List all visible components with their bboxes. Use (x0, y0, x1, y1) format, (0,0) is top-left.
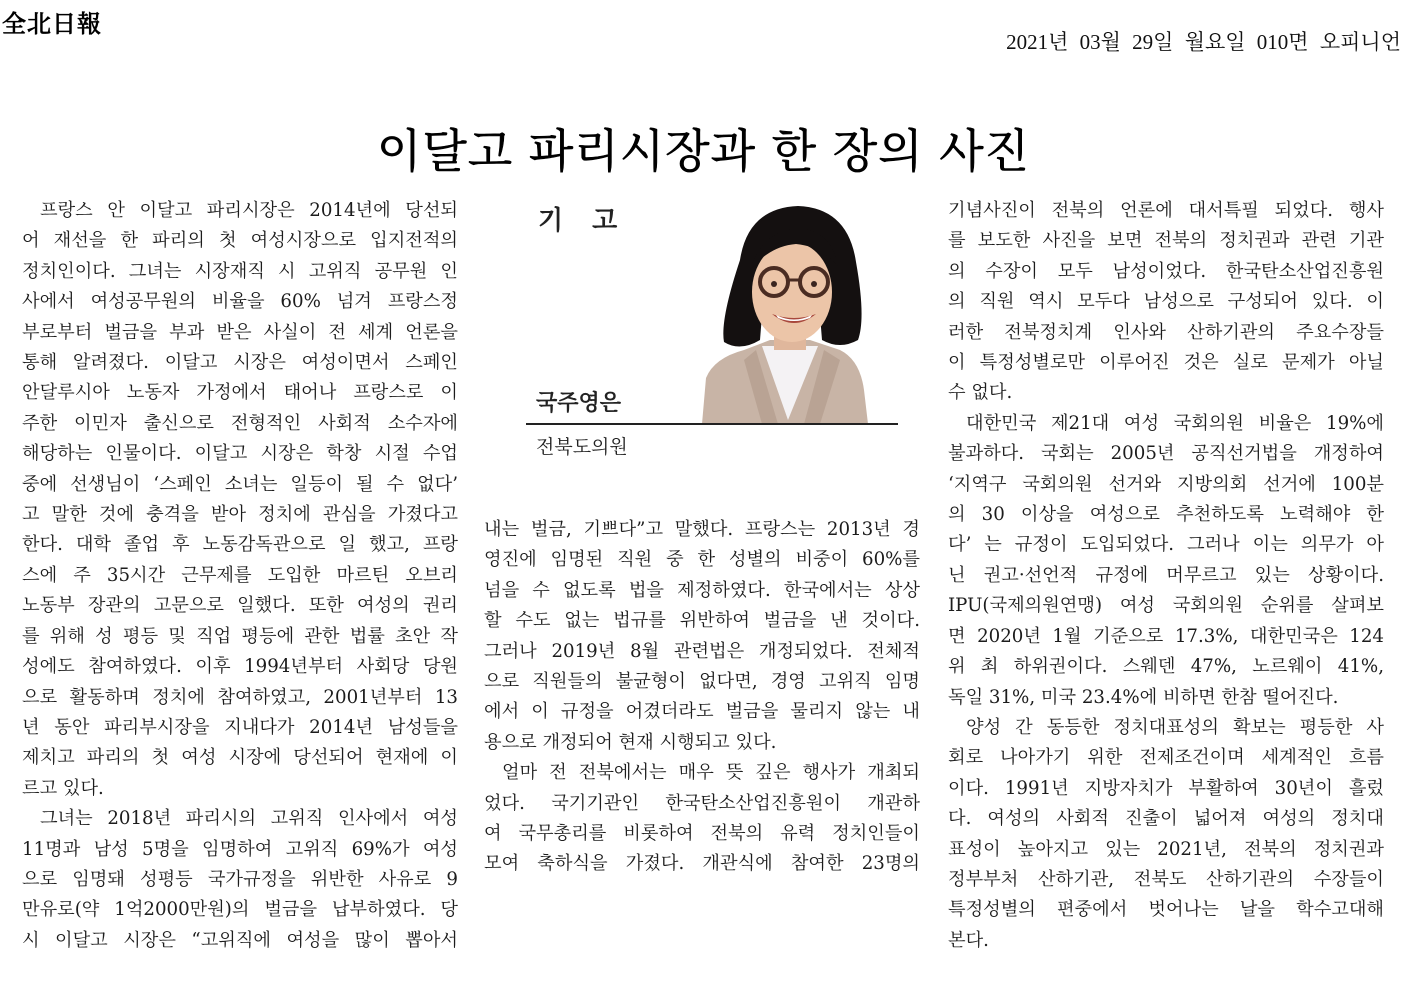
text-line: 년 동안 파리부시장을 지내다가 2014년 남성들을 (22, 716, 458, 738)
text-line: 닌 권고·선언적 규정에 머무르고 있는 상황이다. (948, 564, 1384, 586)
text-line: 부로부터 벌금을 부과 받은 사실이 전 세계 언론을 (22, 321, 458, 343)
author-byline-box (490, 186, 920, 476)
text-line: 를 보도한 사진을 보면 전북의 정치권과 관련 기관 (948, 230, 1384, 252)
byline-divider (526, 423, 898, 425)
text-line: 11명과 남성 5명을 임명하여 고위직 69%가 여성 (22, 838, 458, 860)
text-line: 내는 벌금, 기쁘다”고 말했다. 프랑스는 2013년 경 (484, 519, 920, 540)
text-line: 를 위해 성 평등 및 직업 평등에 관한 법률 초안 작 (22, 625, 458, 647)
text-line: 회로 나아가기 위한 전제조건이며 세계적인 흐름 (948, 747, 1384, 769)
text-line: 고 말한 것에 충격을 받아 정치에 관심을 가졌다고 (22, 504, 458, 526)
text-line: 그녀는 2018년 파리시의 고위직 인사에서 여성 (40, 808, 458, 830)
text-line: 영진에 임명된 직원 중 한 성별의 비중이 60%를 (484, 549, 920, 571)
text-line: 정치인이다. 그녀는 시장재직 시 고위직 공무원 인 (22, 260, 458, 282)
text-line: 주한 이민자 출신으로 전형적인 사회적 소수자에 (22, 412, 458, 434)
text-line: 시 이달고 시장은 “고위직에 여성을 많이 뽑아서 (22, 929, 458, 951)
text-line: 여 국무총리를 비롯하여 전북의 유력 정치인들이 (484, 823, 920, 845)
dateline: 2021년 03월 29일 월요일 010면 오피니언 (1006, 30, 1401, 54)
text-line: 위 최 하위권이다. 스웨덴 47%, 노르웨이 41%, (948, 656, 1384, 678)
text-line: 넘을 수 없도록 법을 제정하였다. 한국에서는 상상 (484, 579, 920, 601)
text-line: IPU(국제의원연맹) 여성 국회의원 순위를 살펴보 (948, 595, 1384, 617)
column-label: 기 고 (538, 206, 628, 236)
text-line: 해당하는 인물이다. 이달고 시장은 학창 시절 수업 (22, 443, 458, 465)
text-line: 표성이 높아지고 있는 2021년, 전북의 정치권과 (948, 838, 1384, 860)
text-line: 본다. (948, 929, 989, 951)
article-column-3 (948, 196, 1384, 956)
text-line: 이다. 1991년 지방자치가 부활하여 30년이 흘렀 (948, 777, 1384, 799)
text-line: 의 직원 역시 모두다 남성으로 구성되어 있다. 이 (948, 291, 1384, 313)
author-name: 국주영은 (536, 391, 622, 416)
article-headline: 이달고 파리시장과 한 장의 사진 (376, 123, 1031, 178)
text-line: 으로 임명돼 성평등 국가규정을 위반한 사유로 9 (22, 868, 458, 890)
text-line: 양성 간 동등한 정치대표성의 확보는 평등한 사 (966, 716, 1384, 738)
text-line: 다. 여성의 사회적 진출이 넓어져 여성의 정치대 (948, 808, 1384, 830)
text-line: 할 수도 없는 법규를 위반하여 벌금을 낸 것이다. (484, 610, 920, 632)
text-line: 프랑스 안 이달고 파리시장은 2014년에 당선되 (40, 200, 458, 221)
text-line: 얼마 전 전북에서는 매우 뜻 깊은 행사가 개최되 (502, 762, 920, 784)
text-line: 러한 전북정치계 인사와 산하기관의 주요수장들 (948, 321, 1384, 343)
text-line: 그러나 2019년 8월 관련법은 개정되었다. 전체적 (484, 640, 920, 662)
text-line: 르고 있다. (22, 777, 104, 799)
author-title: 전북도의원 (536, 436, 628, 458)
text-line: 만유로(약 1억2000만원)의 벌금을 납부하였다. 당 (22, 899, 458, 921)
text-line: 제치고 파리의 첫 여성 시장에 당선되어 현재에 이 (22, 747, 458, 769)
text-line: 의 수장이 모두 남성이었다. 한국탄소산업진흥원 (948, 260, 1384, 282)
text-line: 사에서 여성공무원의 비율을 60% 넘겨 프랑스정 (22, 291, 458, 313)
text-line: 한다. 대학 졸업 후 노동감독관으로 일 했고, 프랑 (22, 534, 458, 556)
author-portrait-image (700, 200, 880, 424)
text-line: 의 30 이상을 여성으로 추천하도록 노력해야 한 (948, 504, 1384, 526)
text-line: 이 특정성별로만 이루어진 것은 실로 문제가 아닐 (948, 352, 1384, 374)
text-line: 용으로 개정되어 현재 시행되고 있다. (484, 731, 777, 753)
text-line: ‘지역구 국회의원 선거와 지방의회 선거에 100분 (948, 473, 1384, 495)
newspaper-masthead: 全北日報 (2, 10, 102, 38)
text-line: 독일 31%, 미국 23.4%에 비하면 한참 떨어진다. (948, 686, 1339, 708)
text-line: 면 2020년 1월 기준으로 17.3%, 대한민국은 124 (948, 625, 1384, 647)
text-line: 으로 활동하며 정치에 참여하였고, 2001년부터 13 (22, 686, 458, 708)
article-column-1 (22, 196, 458, 956)
article-column-2 (484, 515, 920, 880)
text-line: 모여 축하식을 가졌다. 개관식에 참여한 23명의 (484, 853, 920, 875)
text-line: 었다. 국기기관인 한국탄소산업진흥원이 개관하 (484, 792, 920, 814)
text-line: 불과하다. 국회는 2005년 공직선거법을 개정하여 (948, 443, 1384, 465)
text-line: 안달루시아 노동자 가정에서 태어나 프랑스로 이 (22, 382, 458, 404)
text-line: 성에도 참여하였다. 이후 1994년부터 사회당 당원 (22, 656, 458, 678)
text-line: 수 없다. (948, 382, 1013, 404)
text-line: 스에 주 35시간 근무제를 도입한 마르틴 오브리 (22, 564, 458, 586)
text-line: 특정성별의 편중에서 벗어나는 날을 학수고대해 (948, 899, 1384, 921)
text-line: 기념사진이 전북의 언론에 대서특필 되었다. 행사 (948, 200, 1384, 221)
text-line: 으로 직원들의 불균형이 없다면, 경영 고위직 임명 (484, 671, 920, 693)
text-line: 정부부처 산하기관, 전북도 산하기관의 수장들이 (948, 868, 1384, 890)
text-line: 다’ 는 규정이 도입되었다. 그러나 이는 의무가 아 (948, 534, 1384, 556)
text-line: 어 재선을 한 파리의 첫 여성시장으로 입지전적의 (22, 230, 458, 252)
text-line: 중에 선생님이 ‘스페인 소녀는 일등이 될 수 없다’ (22, 473, 458, 495)
text-line: 대한민국 제21대 여성 국회의원 비율은 19%에 (966, 412, 1384, 434)
text-line: 에서 이 규정을 어겼더라도 벌금을 물리지 않는 내 (484, 701, 920, 723)
text-line: 통해 알려졌다. 이달고 시장은 여성이면서 스페인 (22, 352, 458, 374)
text-line: 노동부 장관의 고문으로 일했다. 또한 여성의 권리 (22, 595, 458, 617)
